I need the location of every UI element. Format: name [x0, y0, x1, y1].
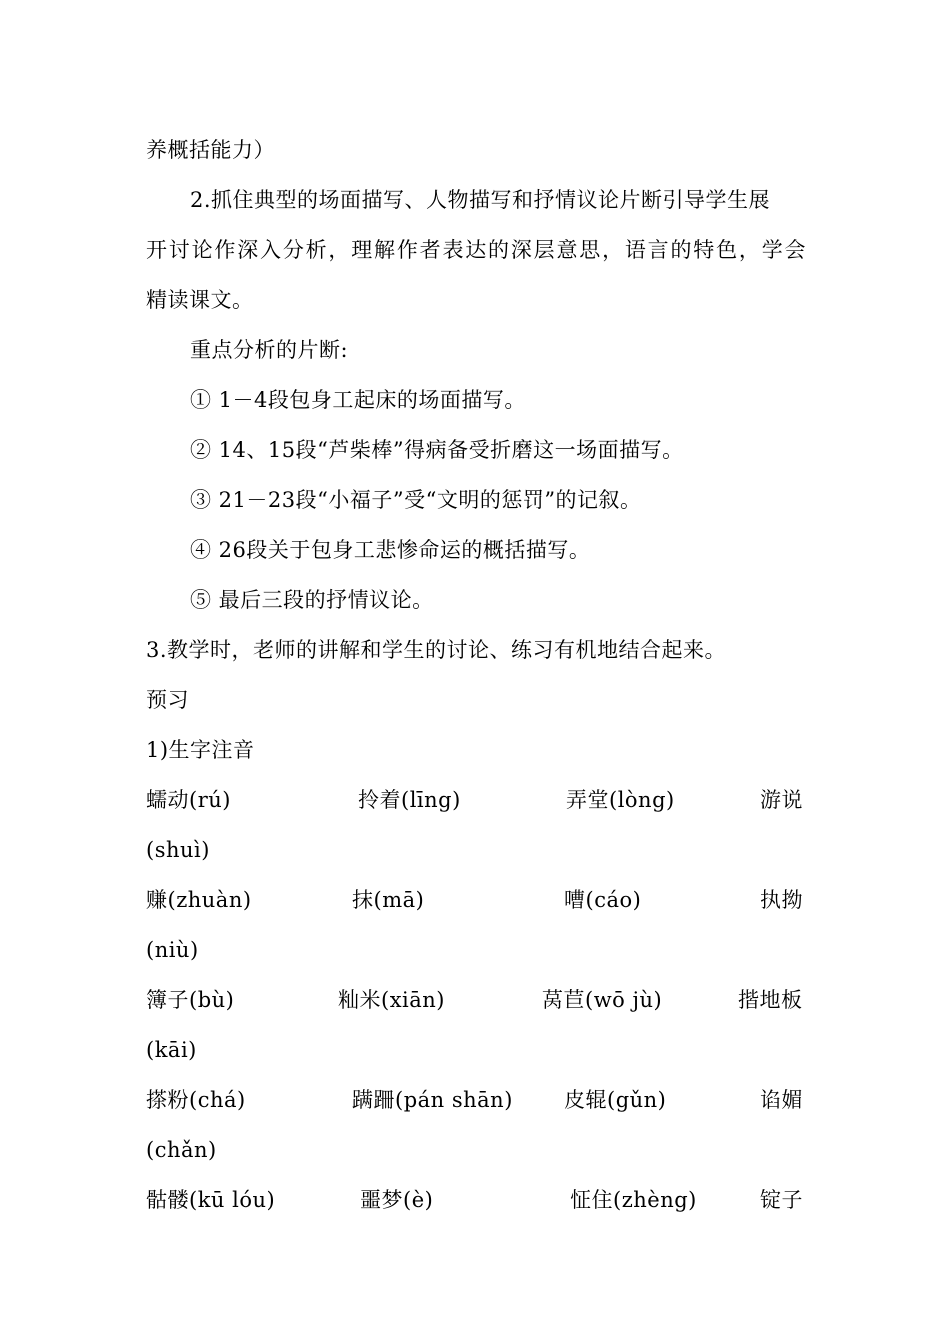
list-item: ② 14、15段“芦柴棒”得病备受折磨这一场面描写。: [190, 438, 684, 462]
vocab-item: 拎着(līng): [358, 788, 461, 812]
paragraph-line: 2.抓住典型的场面描写、人物描写和抒情议论片断引导学生展: [190, 188, 771, 212]
vocab-item: 搽粉(chá): [146, 1088, 246, 1112]
vocab-item: 蠕动(rú): [146, 788, 231, 812]
paragraph-line: 精读课文。: [146, 288, 254, 312]
vocab-item: 皮辊(gǔn): [564, 1088, 667, 1112]
vocab-item: 执拗: [760, 888, 803, 912]
vocab-item: 弄堂(lòng): [566, 788, 675, 812]
paragraph-line: 养概括能力）: [146, 138, 275, 162]
sub-heading: 1)生字注音: [146, 738, 255, 762]
vocab-item: 赚(zhuàn): [146, 888, 252, 912]
vocab-item: 游说: [760, 788, 803, 812]
vocab-item: 莴苣(wō jù): [542, 988, 663, 1012]
section-heading: 预习: [146, 688, 189, 712]
paragraph-line: 开讨论作深入分析，理解作者表达的深层意思，语言的特色，学会: [146, 238, 806, 262]
list-item: ⑤ 最后三段的抒情议论。: [190, 588, 434, 612]
list-item: ④ 26段关于包身工悲惨命运的概括描写。: [190, 538, 591, 562]
list-item: ③ 21－23段“小福子”受“文明的惩罚”的记叙。: [190, 488, 642, 512]
vocab-item: 抹(mā): [352, 888, 425, 912]
vocab-item: 噩梦(è): [360, 1188, 434, 1212]
list-item: ① 1－4段包身工起床的场面描写。: [190, 388, 526, 412]
vocab-row: [146, 880, 806, 920]
vocab-item: 蹒跚(pán shān): [352, 1088, 513, 1112]
vocab-item: 籼米(xiān): [338, 988, 445, 1012]
vocab-row: [146, 980, 806, 1020]
vocab-wrap: (chǎn): [146, 1138, 217, 1162]
section-heading: 重点分析的片断:: [190, 338, 349, 362]
vocab-item: 簿子(bù): [146, 988, 235, 1012]
paragraph-line: 3.教学时，老师的讲解和学生的讨论、练习有机地结合起来。: [146, 638, 727, 662]
vocab-wrap: (niù): [146, 938, 199, 962]
vocab-wrap: (kāi): [146, 1038, 197, 1062]
vocab-row: [146, 1080, 806, 1120]
vocab-item: 揩地板: [738, 988, 803, 1012]
vocab-item: 骷髅(kū lóu): [146, 1188, 276, 1212]
vocab-row: [146, 1180, 806, 1220]
vocab-item: 锭子: [760, 1188, 803, 1212]
vocab-item: 怔住(zhèng): [570, 1188, 697, 1212]
vocab-item: 嘈(cáo): [564, 888, 642, 912]
vocab-row: [146, 780, 806, 820]
vocab-wrap: (shuì): [146, 838, 210, 862]
vocab-item: 谄媚: [760, 1088, 803, 1112]
